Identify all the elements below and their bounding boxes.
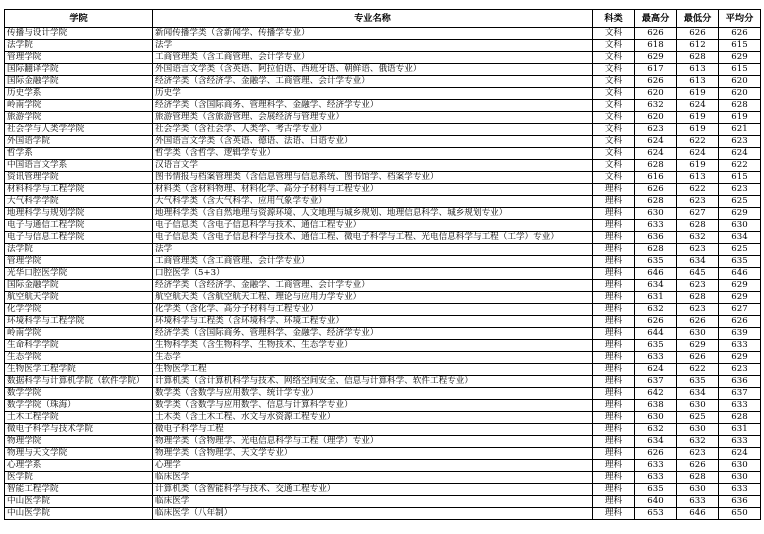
table-row bbox=[5, 472, 761, 484]
min-score-cell: 623 bbox=[677, 244, 719, 256]
category-cell: 理科 bbox=[593, 268, 635, 280]
header-min-score: 最低分 bbox=[677, 10, 719, 28]
table-row bbox=[5, 508, 761, 520]
college-cell: 传播与设计学院 bbox=[5, 28, 153, 40]
category-cell: 理科 bbox=[593, 400, 635, 412]
min-score-cell: 619 bbox=[677, 88, 719, 100]
min-score-cell: 624 bbox=[677, 100, 719, 112]
min-score-cell: 630 bbox=[677, 400, 719, 412]
college-cell: 岭南学院 bbox=[5, 100, 153, 112]
avg-score-cell: 646 bbox=[719, 268, 761, 280]
table-row bbox=[5, 256, 761, 268]
max-score-cell: 642 bbox=[635, 388, 677, 400]
category-cell: 理科 bbox=[593, 412, 635, 424]
college-cell: 数学学院 bbox=[5, 388, 153, 400]
max-score-cell: 632 bbox=[635, 100, 677, 112]
max-score-cell: 617 bbox=[635, 64, 677, 76]
avg-score-cell: 629 bbox=[719, 52, 761, 64]
avg-score-cell: 619 bbox=[719, 112, 761, 124]
avg-score-cell: 629 bbox=[719, 208, 761, 220]
table-row bbox=[5, 244, 761, 256]
college-cell: 物理学院 bbox=[5, 436, 153, 448]
major-cell: 航空航天类（含航空航天工程、理论与应用力学专业） bbox=[153, 292, 593, 304]
category-cell: 文科 bbox=[593, 28, 635, 40]
major-cell: 临床医学 bbox=[153, 496, 593, 508]
major-cell: 大气科学类（含大气科学、应用气象学专业） bbox=[153, 196, 593, 208]
avg-score-cell: 628 bbox=[719, 412, 761, 424]
avg-score-cell: 621 bbox=[719, 124, 761, 136]
major-cell: 数学类（含数学与应用数学、信息与计算科学专业） bbox=[153, 400, 593, 412]
avg-score-cell: 623 bbox=[719, 136, 761, 148]
category-cell: 文科 bbox=[593, 160, 635, 172]
header-max-score: 最高分 bbox=[635, 10, 677, 28]
major-cell: 环境科学与工程类（含环境科学、环境工程专业） bbox=[153, 316, 593, 328]
category-cell: 理科 bbox=[593, 184, 635, 196]
avg-score-cell: 626 bbox=[719, 28, 761, 40]
table-row bbox=[5, 352, 761, 364]
min-score-cell: 635 bbox=[677, 376, 719, 388]
major-cell: 生物医学工程 bbox=[153, 364, 593, 376]
table-row bbox=[5, 292, 761, 304]
avg-score-cell: 635 bbox=[719, 256, 761, 268]
college-cell: 物理与天文学院 bbox=[5, 448, 153, 460]
category-cell: 理科 bbox=[593, 352, 635, 364]
category-cell: 理科 bbox=[593, 304, 635, 316]
table-row bbox=[5, 304, 761, 316]
min-score-cell: 624 bbox=[677, 148, 719, 160]
min-score-cell: 630 bbox=[677, 484, 719, 496]
table-row bbox=[5, 412, 761, 424]
major-cell: 临床医学 bbox=[153, 472, 593, 484]
college-cell: 中国语言文学系 bbox=[5, 160, 153, 172]
major-cell: 工商管理类（含工商管理、会计学专业） bbox=[153, 52, 593, 64]
category-cell: 理科 bbox=[593, 364, 635, 376]
avg-score-cell: 615 bbox=[719, 172, 761, 184]
min-score-cell: 628 bbox=[677, 220, 719, 232]
min-score-cell: 646 bbox=[677, 508, 719, 520]
avg-score-cell: 623 bbox=[719, 184, 761, 196]
table-row bbox=[5, 76, 761, 88]
table-row bbox=[5, 268, 761, 280]
major-cell: 哲学类（含哲学、逻辑学专业） bbox=[153, 148, 593, 160]
college-cell: 地理科学与规划学院 bbox=[5, 208, 153, 220]
college-cell: 医学院 bbox=[5, 472, 153, 484]
college-cell: 材料科学与工程学院 bbox=[5, 184, 153, 196]
major-cell: 外国语言文学类（含英语、阿拉伯语、西班牙语、朝鲜语、俄语专业） bbox=[153, 64, 593, 76]
major-cell: 外国语言文学类（含英语、德语、法语、日语专业） bbox=[153, 136, 593, 148]
avg-score-cell: 636 bbox=[719, 496, 761, 508]
table-row bbox=[5, 340, 761, 352]
category-cell: 理科 bbox=[593, 376, 635, 388]
min-score-cell: 619 bbox=[677, 160, 719, 172]
category-cell: 文科 bbox=[593, 112, 635, 124]
header-college: 学院 bbox=[5, 10, 153, 28]
min-score-cell: 630 bbox=[677, 424, 719, 436]
table-row bbox=[5, 364, 761, 376]
college-cell: 中山医学院 bbox=[5, 496, 153, 508]
category-cell: 文科 bbox=[593, 148, 635, 160]
college-cell: 国际翻译学院 bbox=[5, 64, 153, 76]
max-score-cell: 633 bbox=[635, 472, 677, 484]
header-row bbox=[5, 10, 761, 28]
max-score-cell: 624 bbox=[635, 364, 677, 376]
college-cell: 环境科学与工程学院 bbox=[5, 316, 153, 328]
max-score-cell: 630 bbox=[635, 412, 677, 424]
min-score-cell: 626 bbox=[677, 28, 719, 40]
min-score-cell: 625 bbox=[677, 412, 719, 424]
min-score-cell: 633 bbox=[677, 496, 719, 508]
header-category: 科类 bbox=[593, 10, 635, 28]
avg-score-cell: 615 bbox=[719, 64, 761, 76]
max-score-cell: 638 bbox=[635, 400, 677, 412]
max-score-cell: 633 bbox=[635, 220, 677, 232]
admission-score-table bbox=[4, 9, 761, 520]
avg-score-cell: 631 bbox=[719, 424, 761, 436]
college-cell: 旅游学院 bbox=[5, 112, 153, 124]
table-row bbox=[5, 172, 761, 184]
avg-score-cell: 650 bbox=[719, 508, 761, 520]
table-row bbox=[5, 184, 761, 196]
min-score-cell: 623 bbox=[677, 448, 719, 460]
major-cell: 经济学类（含经济学、金融学、工商管理、会计学专业） bbox=[153, 76, 593, 88]
category-cell: 理科 bbox=[593, 448, 635, 460]
avg-score-cell: 626 bbox=[719, 316, 761, 328]
min-score-cell: 613 bbox=[677, 172, 719, 184]
major-cell: 新闻传播学类（含新闻学、传播学专业） bbox=[153, 28, 593, 40]
max-score-cell: 624 bbox=[635, 148, 677, 160]
college-cell: 航空航天学院 bbox=[5, 292, 153, 304]
min-score-cell: 626 bbox=[677, 316, 719, 328]
avg-score-cell: 630 bbox=[719, 472, 761, 484]
major-cell: 法学 bbox=[153, 244, 593, 256]
college-cell: 微电子科学与技术学院 bbox=[5, 424, 153, 436]
table-row bbox=[5, 64, 761, 76]
avg-score-cell: 629 bbox=[719, 352, 761, 364]
major-cell: 计算机类（含计算机科学与技术、网络空间安全、信息与计算科学、软件工程专业） bbox=[153, 376, 593, 388]
table-row bbox=[5, 316, 761, 328]
min-score-cell: 634 bbox=[677, 388, 719, 400]
college-cell: 管理学院 bbox=[5, 52, 153, 64]
category-cell: 文科 bbox=[593, 76, 635, 88]
category-cell: 理科 bbox=[593, 460, 635, 472]
major-cell: 旅游管理类（含旅游管理、会展经济与管理专业） bbox=[153, 112, 593, 124]
min-score-cell: 634 bbox=[677, 256, 719, 268]
major-cell: 电子信息类（含电子信息科学与技术、通信工程专业） bbox=[153, 220, 593, 232]
avg-score-cell: 627 bbox=[719, 304, 761, 316]
avg-score-cell: 639 bbox=[719, 328, 761, 340]
college-cell: 数学学院（珠海） bbox=[5, 400, 153, 412]
table-row bbox=[5, 280, 761, 292]
max-score-cell: 637 bbox=[635, 376, 677, 388]
min-score-cell: 613 bbox=[677, 76, 719, 88]
avg-score-cell: 630 bbox=[719, 460, 761, 472]
major-cell: 材料类（含材料物理、材料化学、高分子材料与工程专业） bbox=[153, 184, 593, 196]
major-cell: 微电子科学与工程 bbox=[153, 424, 593, 436]
college-cell: 生态学院 bbox=[5, 352, 153, 364]
major-cell: 物理学类（含物理学、光电信息科学与工程（理学）专业） bbox=[153, 436, 593, 448]
category-cell: 文科 bbox=[593, 124, 635, 136]
category-cell: 理科 bbox=[593, 196, 635, 208]
avg-score-cell: 615 bbox=[719, 40, 761, 52]
max-score-cell: 640 bbox=[635, 496, 677, 508]
max-score-cell: 620 bbox=[635, 112, 677, 124]
max-score-cell: 626 bbox=[635, 316, 677, 328]
college-cell: 土木工程学院 bbox=[5, 412, 153, 424]
avg-score-cell: 622 bbox=[719, 160, 761, 172]
category-cell: 文科 bbox=[593, 172, 635, 184]
min-score-cell: 626 bbox=[677, 352, 719, 364]
major-cell: 工商管理类（含工商管理、会计学专业） bbox=[153, 256, 593, 268]
college-cell: 生物医学工程学院 bbox=[5, 364, 153, 376]
college-cell: 法学院 bbox=[5, 244, 153, 256]
college-cell: 岭南学院 bbox=[5, 328, 153, 340]
avg-score-cell: 633 bbox=[719, 340, 761, 352]
avg-score-cell: 625 bbox=[719, 196, 761, 208]
major-cell: 物理学类（含物理学、天文学专业） bbox=[153, 448, 593, 460]
table-row bbox=[5, 424, 761, 436]
major-cell: 经济学类（含国际商务、管理科学、金融学、经济学专业） bbox=[153, 100, 593, 112]
avg-score-cell: 634 bbox=[719, 232, 761, 244]
min-score-cell: 628 bbox=[677, 292, 719, 304]
min-score-cell: 613 bbox=[677, 64, 719, 76]
category-cell: 理科 bbox=[593, 472, 635, 484]
min-score-cell: 645 bbox=[677, 268, 719, 280]
category-cell: 文科 bbox=[593, 100, 635, 112]
major-cell: 历史学 bbox=[153, 88, 593, 100]
college-cell: 中山医学院 bbox=[5, 508, 153, 520]
major-cell: 心理学 bbox=[153, 460, 593, 472]
table-row bbox=[5, 484, 761, 496]
table-row bbox=[5, 100, 761, 112]
college-cell: 化学学院 bbox=[5, 304, 153, 316]
table-row bbox=[5, 328, 761, 340]
category-cell: 文科 bbox=[593, 52, 635, 64]
avg-score-cell: 629 bbox=[719, 280, 761, 292]
min-score-cell: 623 bbox=[677, 280, 719, 292]
college-cell: 法学院 bbox=[5, 40, 153, 52]
college-cell: 国际金融学院 bbox=[5, 280, 153, 292]
max-score-cell: 631 bbox=[635, 292, 677, 304]
max-score-cell: 635 bbox=[635, 340, 677, 352]
min-score-cell: 632 bbox=[677, 436, 719, 448]
category-cell: 文科 bbox=[593, 64, 635, 76]
college-cell: 心理学系 bbox=[5, 460, 153, 472]
category-cell: 理科 bbox=[593, 220, 635, 232]
category-cell: 理科 bbox=[593, 424, 635, 436]
college-cell: 历史学系 bbox=[5, 88, 153, 100]
category-cell: 理科 bbox=[593, 484, 635, 496]
header-avg-score: 平均分 bbox=[719, 10, 761, 28]
category-cell: 理科 bbox=[593, 436, 635, 448]
category-cell: 理科 bbox=[593, 508, 635, 520]
avg-score-cell: 636 bbox=[719, 376, 761, 388]
table-row bbox=[5, 88, 761, 100]
category-cell: 理科 bbox=[593, 388, 635, 400]
table-row bbox=[5, 436, 761, 448]
avg-score-cell: 624 bbox=[719, 448, 761, 460]
min-score-cell: 619 bbox=[677, 124, 719, 136]
table-row bbox=[5, 400, 761, 412]
table-row bbox=[5, 460, 761, 472]
min-score-cell: 632 bbox=[677, 232, 719, 244]
table-row bbox=[5, 376, 761, 388]
header-major: 专业名称 bbox=[153, 10, 593, 28]
category-cell: 理科 bbox=[593, 232, 635, 244]
avg-score-cell: 628 bbox=[719, 100, 761, 112]
max-score-cell: 628 bbox=[635, 244, 677, 256]
max-score-cell: 635 bbox=[635, 484, 677, 496]
category-cell: 文科 bbox=[593, 136, 635, 148]
college-cell: 哲学系 bbox=[5, 148, 153, 160]
max-score-cell: 618 bbox=[635, 40, 677, 52]
major-cell: 土木类（含土木工程、水文与水资源工程专业） bbox=[153, 412, 593, 424]
major-cell: 生态学 bbox=[153, 352, 593, 364]
table-row bbox=[5, 196, 761, 208]
college-cell: 电子与信息工程学院 bbox=[5, 232, 153, 244]
category-cell: 理科 bbox=[593, 292, 635, 304]
major-cell: 计算机类（含智能科学与技术、交通工程专业） bbox=[153, 484, 593, 496]
max-score-cell: 636 bbox=[635, 232, 677, 244]
min-score-cell: 622 bbox=[677, 184, 719, 196]
min-score-cell: 623 bbox=[677, 304, 719, 316]
max-score-cell: 616 bbox=[635, 172, 677, 184]
table-row bbox=[5, 220, 761, 232]
max-score-cell: 623 bbox=[635, 124, 677, 136]
major-cell: 社会学类（含社会学、人类学、考古学专业） bbox=[153, 124, 593, 136]
max-score-cell: 629 bbox=[635, 52, 677, 64]
max-score-cell: 626 bbox=[635, 184, 677, 196]
avg-score-cell: 624 bbox=[719, 148, 761, 160]
max-score-cell: 633 bbox=[635, 352, 677, 364]
avg-score-cell: 620 bbox=[719, 76, 761, 88]
avg-score-cell: 633 bbox=[719, 484, 761, 496]
max-score-cell: 632 bbox=[635, 304, 677, 316]
min-score-cell: 627 bbox=[677, 208, 719, 220]
college-cell: 外国语学院 bbox=[5, 136, 153, 148]
category-cell: 理科 bbox=[593, 316, 635, 328]
max-score-cell: 630 bbox=[635, 208, 677, 220]
max-score-cell: 635 bbox=[635, 256, 677, 268]
max-score-cell: 653 bbox=[635, 508, 677, 520]
major-cell: 经济学类（含国际商务、管理科学、金融学、经济学专业） bbox=[153, 328, 593, 340]
max-score-cell: 634 bbox=[635, 436, 677, 448]
avg-score-cell: 633 bbox=[719, 400, 761, 412]
max-score-cell: 628 bbox=[635, 196, 677, 208]
major-cell: 地理科学类（含自然地理与资源环境、人文地理与城乡规划、地理信息科学、城乡规划专业） bbox=[153, 208, 593, 220]
category-cell: 理科 bbox=[593, 208, 635, 220]
college-cell: 资讯管理学院 bbox=[5, 172, 153, 184]
category-cell: 理科 bbox=[593, 496, 635, 508]
min-score-cell: 626 bbox=[677, 460, 719, 472]
college-cell: 电子与通信工程学院 bbox=[5, 220, 153, 232]
table-row bbox=[5, 232, 761, 244]
max-score-cell: 646 bbox=[635, 268, 677, 280]
table-row bbox=[5, 160, 761, 172]
table-row bbox=[5, 112, 761, 124]
major-cell: 临床医学（八年制） bbox=[153, 508, 593, 520]
college-cell: 数据科学与计算机学院（软件学院） bbox=[5, 376, 153, 388]
min-score-cell: 628 bbox=[677, 52, 719, 64]
major-cell: 经济学类（含经济学、金融学、工商管理、会计学专业） bbox=[153, 280, 593, 292]
max-score-cell: 644 bbox=[635, 328, 677, 340]
college-cell: 社会学与人类学学院 bbox=[5, 124, 153, 136]
college-cell: 大气科学学院 bbox=[5, 196, 153, 208]
major-cell: 口腔医学（5+3） bbox=[153, 268, 593, 280]
major-cell: 化学类（含化学、高分子材料与工程专业） bbox=[153, 304, 593, 316]
table-row bbox=[5, 496, 761, 508]
min-score-cell: 622 bbox=[677, 364, 719, 376]
college-cell: 光华口腔医学院 bbox=[5, 268, 153, 280]
min-score-cell: 619 bbox=[677, 112, 719, 124]
major-cell: 法学 bbox=[153, 40, 593, 52]
max-score-cell: 626 bbox=[635, 448, 677, 460]
table-row bbox=[5, 148, 761, 160]
table-row bbox=[5, 52, 761, 64]
min-score-cell: 622 bbox=[677, 136, 719, 148]
category-cell: 理科 bbox=[593, 256, 635, 268]
max-score-cell: 626 bbox=[635, 76, 677, 88]
category-cell: 理科 bbox=[593, 340, 635, 352]
min-score-cell: 629 bbox=[677, 340, 719, 352]
avg-score-cell: 629 bbox=[719, 292, 761, 304]
table-row bbox=[5, 28, 761, 40]
major-cell: 生物科学类（含生物科学、生物技术、生态学专业） bbox=[153, 340, 593, 352]
college-cell: 管理学院 bbox=[5, 256, 153, 268]
min-score-cell: 623 bbox=[677, 196, 719, 208]
min-score-cell: 628 bbox=[677, 472, 719, 484]
avg-score-cell: 623 bbox=[719, 364, 761, 376]
max-score-cell: 634 bbox=[635, 280, 677, 292]
major-cell: 数学类（含数学与应用数学、统计学专业） bbox=[153, 388, 593, 400]
max-score-cell: 628 bbox=[635, 160, 677, 172]
avg-score-cell: 630 bbox=[719, 220, 761, 232]
avg-score-cell: 633 bbox=[719, 436, 761, 448]
table-row bbox=[5, 136, 761, 148]
min-score-cell: 630 bbox=[677, 328, 719, 340]
max-score-cell: 626 bbox=[635, 28, 677, 40]
min-score-cell: 612 bbox=[677, 40, 719, 52]
category-cell: 理科 bbox=[593, 328, 635, 340]
max-score-cell: 624 bbox=[635, 136, 677, 148]
college-cell: 生命科学学院 bbox=[5, 340, 153, 352]
table-row bbox=[5, 388, 761, 400]
major-cell: 电子信息类（含电子信息科学与技术、通信工程、微电子科学与工程、光电信息科学与工程（工学）专业） bbox=[153, 232, 593, 244]
avg-score-cell: 620 bbox=[719, 88, 761, 100]
table-row bbox=[5, 40, 761, 52]
category-cell: 文科 bbox=[593, 88, 635, 100]
max-score-cell: 633 bbox=[635, 460, 677, 472]
table-row bbox=[5, 448, 761, 460]
major-cell: 图书情报与档案管理类（含信息管理与信息系统、图书馆学、档案学专业） bbox=[153, 172, 593, 184]
college-cell: 智能工程学院 bbox=[5, 484, 153, 496]
category-cell: 理科 bbox=[593, 280, 635, 292]
table-row bbox=[5, 124, 761, 136]
max-score-cell: 620 bbox=[635, 88, 677, 100]
max-score-cell: 632 bbox=[635, 424, 677, 436]
table-row bbox=[5, 208, 761, 220]
major-cell: 汉语言文学 bbox=[153, 160, 593, 172]
college-cell: 国际金融学院 bbox=[5, 76, 153, 88]
category-cell: 理科 bbox=[593, 244, 635, 256]
category-cell: 文科 bbox=[593, 40, 635, 52]
avg-score-cell: 637 bbox=[719, 388, 761, 400]
avg-score-cell: 625 bbox=[719, 244, 761, 256]
